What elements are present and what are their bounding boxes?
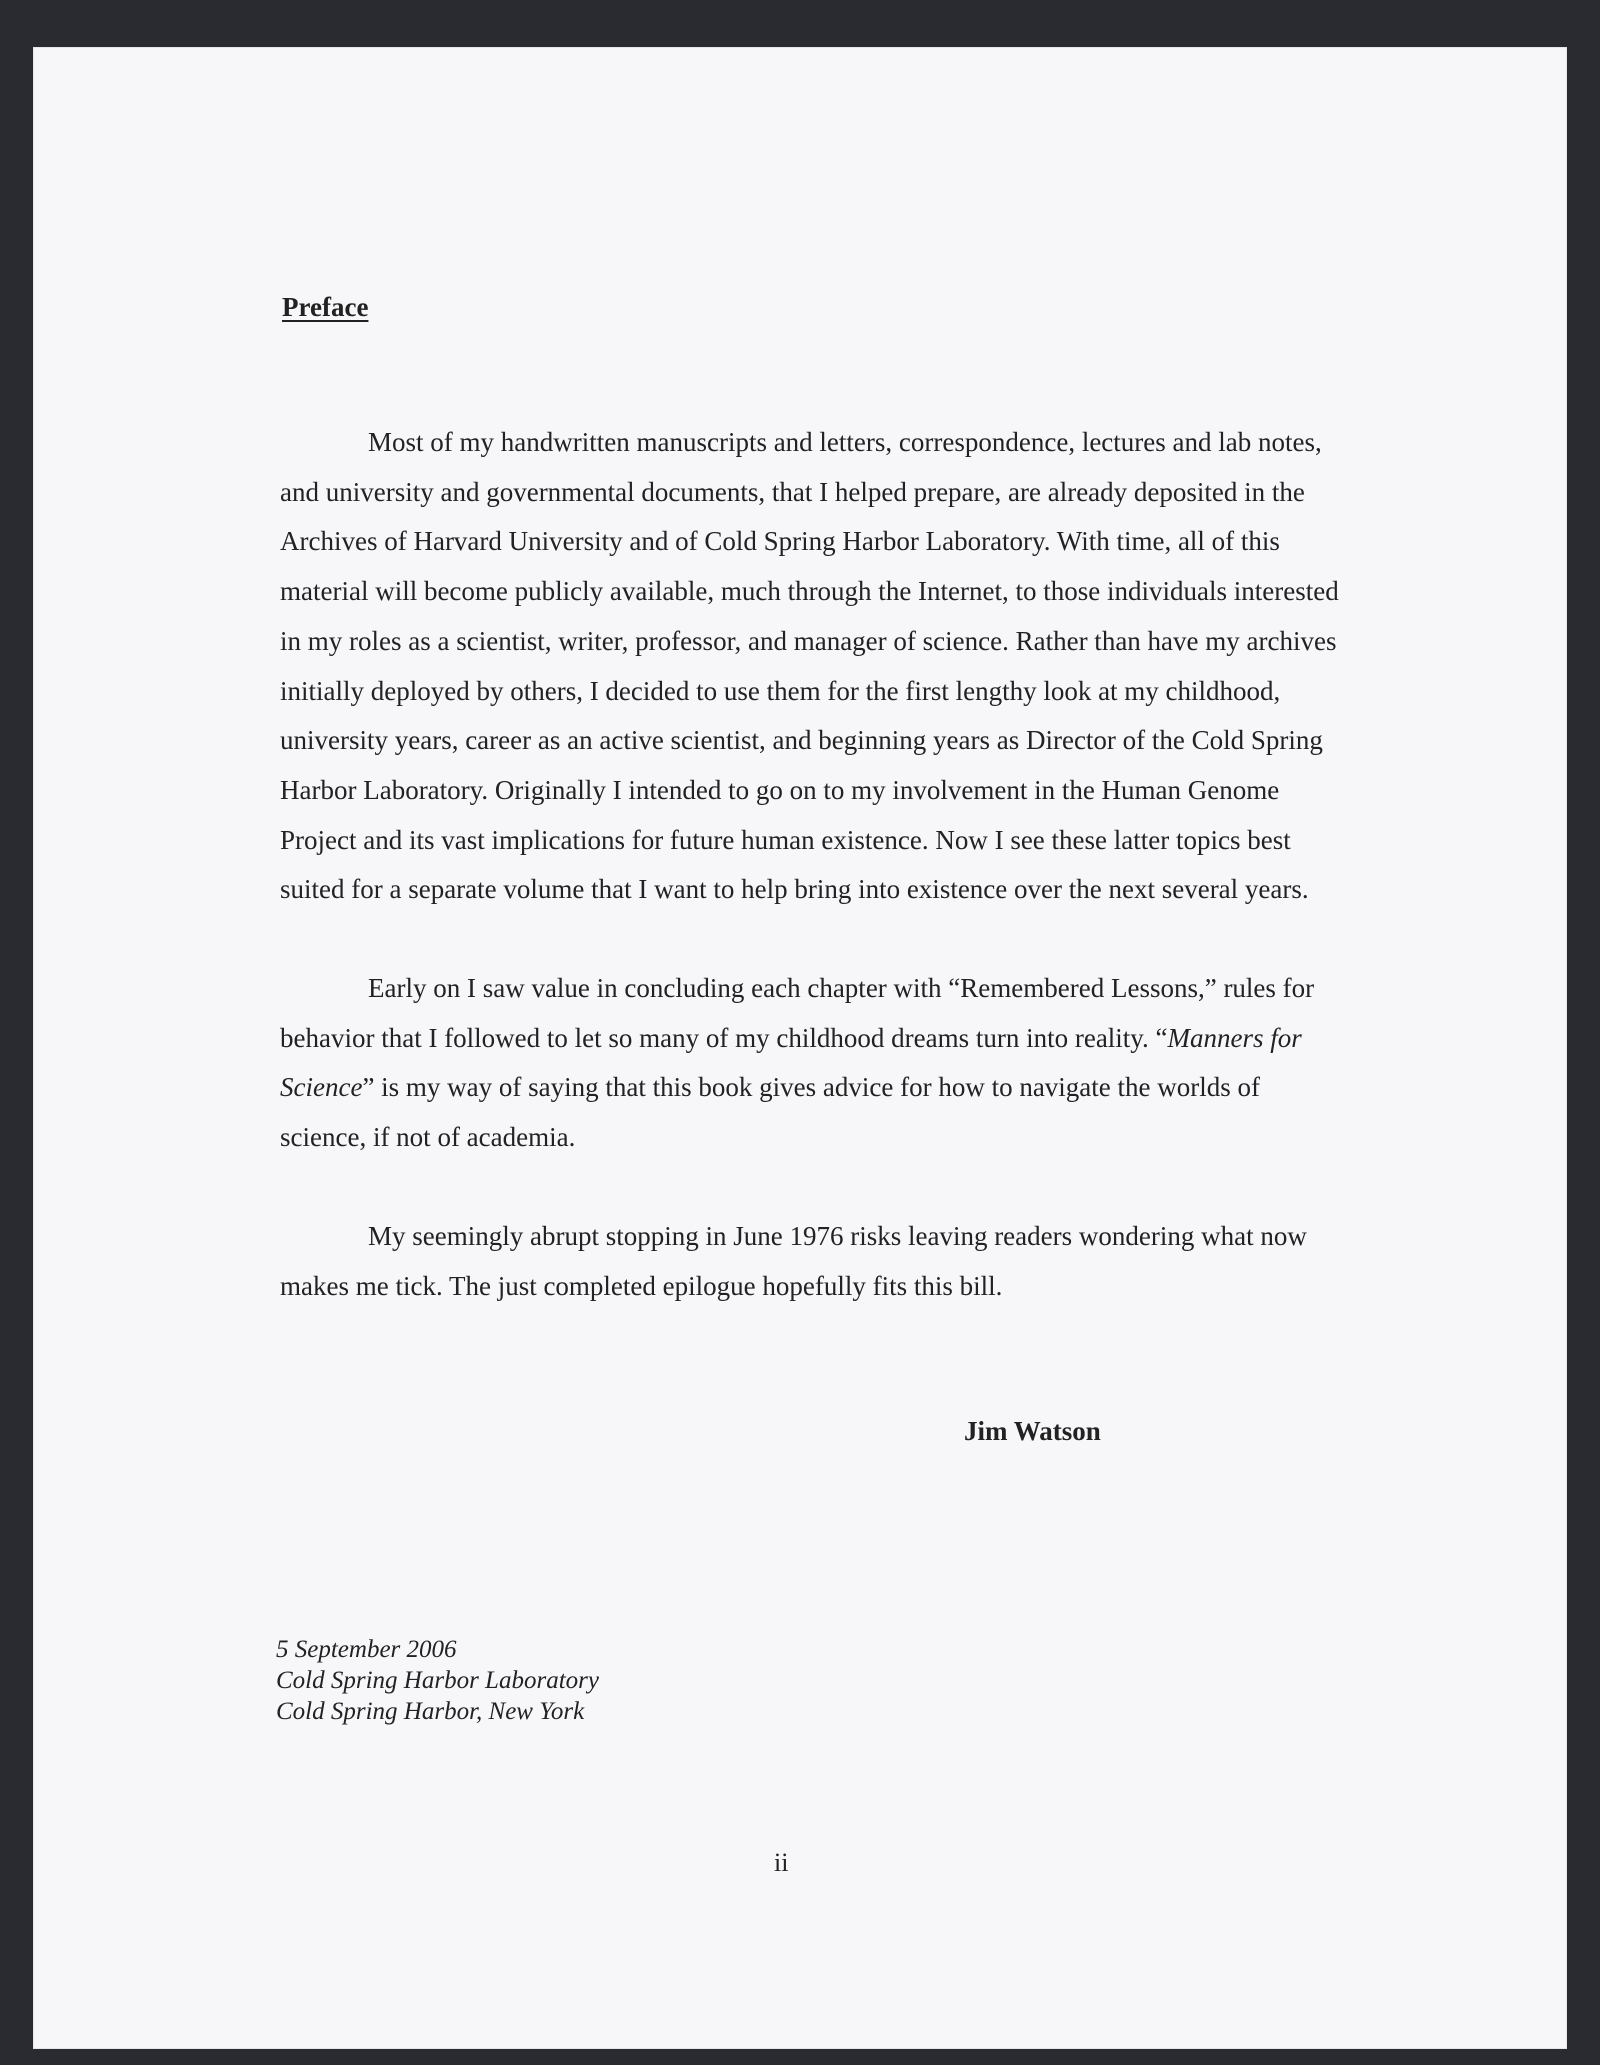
paragraph-2-text-before: Early on I saw value in concluding each chapter with “Remembered Lessons,” rules for behavior that I followed to let so many of my childhood dreams turn into reality. “ bbox=[280, 973, 1315, 1053]
book-title-italic: Manners for Science bbox=[280, 1022, 1302, 1103]
page-title: Preface bbox=[282, 292, 369, 322]
place-line-2: Cold Spring Harbor, New York bbox=[276, 1698, 585, 1725]
paragraph-2 bbox=[280, 964, 1346, 1163]
date-line: 5 September 2006 bbox=[276, 1636, 457, 1663]
preface-body bbox=[280, 418, 1346, 1360]
place-line-1: Cold Spring Harbor Laboratory bbox=[276, 1667, 599, 1694]
paragraph-3: My seemingly abrupt stopping in June 1976 risks leaving readers wondering what now makes me tick. The just completed epilogue hopefully fits this bill. bbox=[280, 1220, 1307, 1301]
document-page bbox=[34, 48, 1566, 2048]
page-number: ii bbox=[774, 1848, 789, 1877]
paragraph-1: Most of my handwritten manuscripts and letters, correspondence, lectures and lab notes, and university and governmental documents, that I helped prepare, are already deposited in the Archives of Harvard University and of Cold Spring Harbor Laboratory. With time, all of this material will become publicly available, much through the Internet, to those individuals interested in my roles as a scientist, writer, professor, and manager of science. Rather than have my archives initially deployed by others, I decided to use them for the first lengthy look at my childhood, university years, career as an active scientist, and beginning years as Director of the Cold Spring Harbor Laboratory. Originally I intended to go on to my involvement in the Human Genome Project and its vast implications for future human existence. Now I see these latter topics best suited for a separate volume that I want to help bring into existence over the next several years. bbox=[280, 427, 1339, 905]
author-signature: Jim Watson bbox=[964, 1416, 1101, 1446]
paragraph-2-text-after: ” is my way of saying that this book gives advice for how to navigate the worlds of science, if not of academia. bbox=[280, 1072, 1261, 1153]
date-place-block bbox=[276, 1634, 599, 1727]
